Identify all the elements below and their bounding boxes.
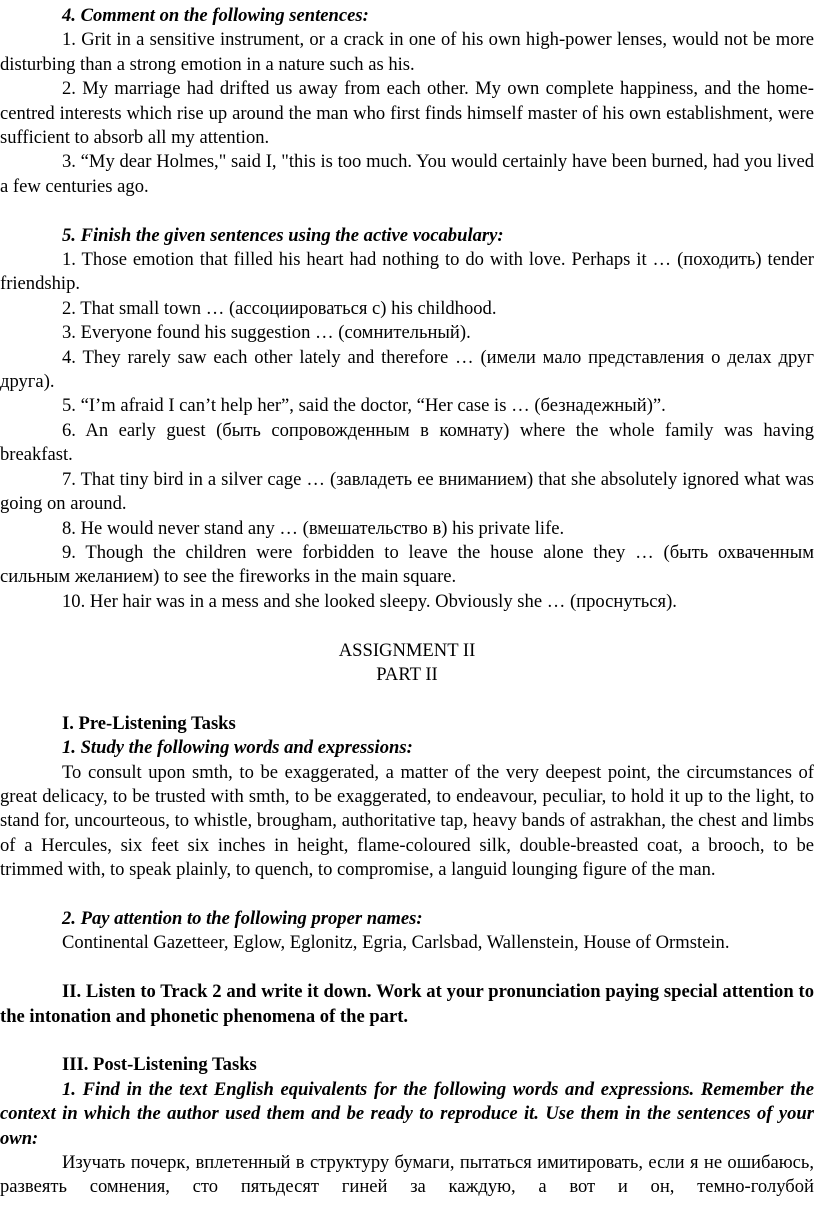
spacer (0, 614, 814, 638)
listening-heading: II. Listen to Track 2 and write it down. Work at your pronunciation paying special attention to the intonation and phonetic phenomena of the part. (0, 981, 814, 1027)
assignment-title: ASSIGNMENT II (338, 639, 476, 661)
post-listening-task1-heading: 1. Find in the text English equivalents for the following words and expressions. Remember the context in which the author used them and be ready to reproduce it. Use them in the sentences of your own: (0, 1078, 814, 1149)
section5-item-6: 6. An early guest (быть сопровожденным в комнату) where the whole family was having breakfast. (0, 419, 814, 466)
section5-item-4: 4. They rarely saw each other lately and therefore … (имели мало представления о делах друг друга). (0, 346, 814, 393)
pre-listening-heading: I. Pre-Listening Tasks (62, 712, 236, 734)
pre-listening-task2-text: Continental Gazetteer, Eglow, Eglonitz, Egria, Carlsbad, Wallenstein, House of Ormstein. (62, 932, 730, 954)
spacer (0, 687, 814, 711)
spacer (0, 199, 814, 223)
pre-listening-task1-heading: 1. Study the following words and expressions: (62, 737, 413, 759)
section4-item-1: 1. Grit in a sensitive instrument, or a crack in one of his own high-power lenses, would not be more disturbing than a strong emotion in a nature such as his. (0, 29, 814, 75)
pre-listening-task1-text: To consult upon smth, to be exaggerated, a matter of the very deepest point, the circumstances of great delicacy, to be trusted with smth, to be exaggerated, to endeavour, peculiar, to hold it up to the light, to stand for, uncourteous, to whistle, brougham, authoritative tap, heavy bands of astrakhan, the chest and limbs of a Hercules, six feet six inches in height, flame-coloured silk, double-breasted coat, a brooch, to be trimmed with, to speak plainly, to quench, to compromise, a languid lounging figure of the man. (0, 761, 814, 881)
section4-item-3: 3. “My dear Holmes," said I, "this is too much. You would certainly have been burned, had you lived a few centuries ago. (0, 151, 814, 197)
spacer (0, 956, 814, 980)
section5-heading: 5. Finish the given sentences using the active vocabulary: (62, 224, 504, 246)
document-page (0, 4, 814, 1200)
assignment-part: PART II (376, 663, 438, 685)
post-listening-task1-text: Изучать почерк, вплетенный в структуру бумаги, пытаться имитировать, если я не ошибаюсь, развеять сомнения, сто пятьдесят гиней за каждую, а вот и он, темно-голубой (0, 1152, 814, 1198)
section5-item-9: 9. Though the children were forbidden to leave the house alone they … (быть охваченным сильным желанием) to see the fireworks in the main square. (0, 541, 814, 588)
section5-item-2: 2. That small town … (ассоциироваться с) his childhood. (62, 297, 497, 319)
post-listening-heading: III. Post-Listening Tasks (62, 1054, 257, 1076)
section5-item-1: 1. Those emotion that filled his heart had nothing to do with love. Perhaps it … (походить) tender friendship. (0, 249, 814, 295)
section5-item-8: 8. He would never stand any … (вмешательство в) his private life. (62, 517, 565, 539)
pre-listening-task2-heading: 2. Pay attention to the following proper names: (62, 907, 423, 929)
section4-heading: 4. Comment on the following sentences: (62, 5, 369, 26)
section4-item-2: 2. My marriage had drifted us away from each other. My own complete happiness, and the home-centred interests which rise up around the man who first finds himself master of his own establishment, were sufficient to absorb all my attention. (0, 78, 814, 149)
section5-item-5: 5. “I’m afraid I can’t help her”, said the doctor, “Her case is … (безнадежный)”. (62, 395, 666, 417)
section5-item-3: 3. Everyone found his suggestion … (сомнительный). (62, 322, 471, 344)
spacer (0, 1029, 814, 1053)
section5-item-7: 7. That tiny bird in a silver cage … (завладеть ее вниманием) that she absolutely ignored what was going on around. (0, 468, 814, 515)
section5-item-10: 10. Her hair was in a mess and she looked sleepy. Obviously she … (проснуться). (62, 590, 677, 612)
spacer (0, 883, 814, 907)
